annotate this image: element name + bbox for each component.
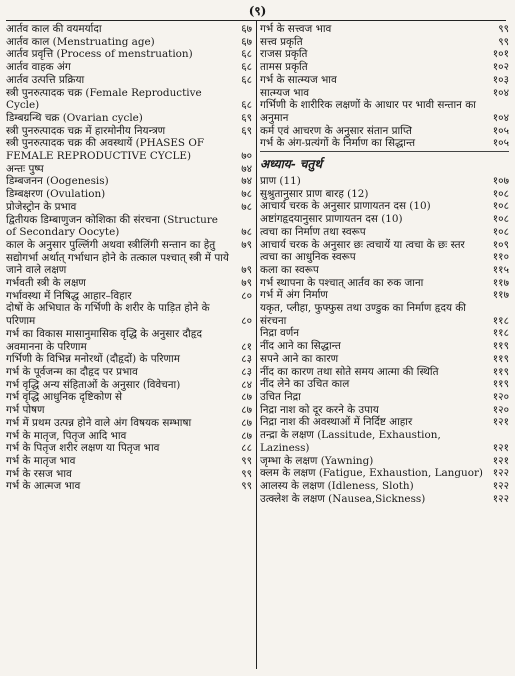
toc-entry-page: ६८: [241, 61, 252, 74]
toc-entry: [260, 125, 509, 138]
toc-entry-title: अन्तः पुष्प: [6, 162, 44, 175]
toc-entry-title: आलस्य के लक्षण (Idleness, Sloth): [260, 479, 414, 492]
toc-entry: [6, 137, 252, 162]
toc-entry: [260, 480, 509, 493]
toc-entry-title: उत्क्लेश के लक्षण (Nausea,Sickness): [260, 492, 426, 505]
toc-entry-title: सपने आने का कारण: [260, 352, 339, 365]
toc-entry: [260, 391, 509, 404]
toc-entry-page: ७४: [241, 175, 252, 188]
toc-entry: [6, 125, 252, 138]
toc-entry-title: द्वितीयक डिम्बाणुजन कोशिका की संरचना (Structure of Secondary Oocyte): [6, 213, 218, 239]
toc-entry: [6, 23, 252, 36]
toc-entry: [260, 289, 509, 302]
toc-entry-page: १०४: [492, 86, 509, 99]
toc-entry-title: आर्तव काल (Menstruating age): [6, 35, 155, 48]
toc-entry-title: आर्तव उत्पत्ति प्रक्रिया: [6, 73, 85, 86]
toc-entry-page: ७९: [241, 238, 252, 251]
toc-entry-page: १२०: [492, 403, 509, 416]
toc-entry-page: ८१: [241, 340, 252, 353]
toc-entry: [260, 200, 509, 213]
toc-entry-title: गर्भावस्था में निषिद्ध आहार–विहार: [6, 289, 132, 302]
toc-entry-title: आर्तव काल की वयमर्यादा: [6, 23, 102, 35]
toc-entry-page: ११९: [492, 340, 509, 353]
toc-entry-page: १०२: [492, 61, 509, 74]
toc-entry-title: उचित निद्रा: [260, 390, 301, 403]
toc-entry-title: त्वचा का आधुनिक स्वरूप: [260, 251, 356, 264]
toc-entry-title: गर्भ पोषण: [6, 404, 45, 417]
toc-entry-page: ९९: [498, 23, 509, 35]
toc-entry: [260, 353, 509, 366]
toc-entry: [260, 467, 509, 480]
toc-entry-page: ११०: [492, 251, 509, 264]
toc-entry-title: सत्त्व प्रकृति: [260, 35, 303, 48]
toc-entry-title: गर्भ के रसज भाव: [6, 467, 72, 480]
toc-entry-page: १०५: [492, 137, 509, 150]
toc-entry-page: ११७: [492, 289, 509, 302]
toc-entry-page: ९९: [241, 480, 252, 493]
toc-entry: [260, 23, 509, 36]
toc-entry-title: नींद आने का सिद्धान्त: [260, 340, 341, 353]
toc-entry: [260, 327, 509, 340]
toc-entry-title: जृम्भा के लक्षण (Yawning): [260, 454, 374, 467]
toc-entry-page: १०८: [492, 225, 509, 238]
toc-entry-title: सुश्रुतानुसार प्राण बारह (12): [260, 187, 369, 200]
toc-entry-page: १२२: [492, 467, 509, 480]
toc-entry: [260, 366, 509, 379]
toc-entry-title: नींद लेने का उचित काल: [260, 378, 350, 391]
toc-entry: [6, 239, 252, 252]
toc-entry-page: ११७: [492, 276, 509, 289]
toc-entry-title: राजस प्रकृति: [260, 48, 308, 61]
chapter-heading: अध्याय- चतुर्थ: [260, 157, 322, 172]
toc-right-column: [260, 23, 509, 505]
toc-entry-page: ७८: [241, 200, 252, 213]
toc-entry-page: ६७: [241, 35, 252, 48]
toc-entry-title: गर्भ वृद्धि अन्य संहिताओं के अनुसार (विवेचना): [6, 378, 181, 391]
toc-entry-page: १०५: [492, 124, 509, 137]
toc-entry-page: १०८: [492, 213, 509, 226]
toc-entry-page: १२१: [492, 416, 509, 429]
toc-entry-title: गर्भ के मातृज भाव: [6, 454, 76, 467]
toc-entry-title: डिम्बग्रन्थि चक्र (Ovarian cycle): [6, 111, 143, 124]
toc-entry: [260, 137, 509, 150]
toc-entry-page: ७४: [241, 162, 252, 175]
toc-entry: [6, 175, 252, 188]
toc-entry-title: काल के अनुसार पुल्लिंगी अथवा स्त्रीलिंगी सन्तान का हेतु: [6, 238, 216, 251]
toc-entry-page: ८७: [241, 391, 252, 404]
toc-entry-title: गर्भ के पूर्वजन्म का दौहृद पर प्रभाव: [6, 365, 138, 378]
toc-entry-title: सात्म्यज भाव: [260, 86, 310, 99]
toc-entry-title: गर्भ में अंग निर्माण: [260, 289, 328, 302]
toc-entry: [6, 468, 252, 481]
toc-entry-title: प्राण (11): [260, 175, 301, 188]
toc-entry: [6, 391, 252, 404]
toc-entry: [260, 74, 509, 87]
toc-entry-page: १२१: [492, 441, 509, 454]
toc-entry: [260, 87, 509, 100]
toc-entry-title: गर्भ के सत्त्वज भाव: [260, 23, 332, 35]
toc-entry-page: १०८: [492, 187, 509, 200]
toc-entry-title: गर्भ के पितृज शरीर लक्षण या पितृज भाव: [6, 442, 160, 455]
toc-entry: [260, 493, 509, 506]
toc-entry-title: आचार्य चरक के अनुसार छः त्वचायें या त्वचा के छः स्तर: [260, 238, 465, 251]
toc-entry: [260, 48, 509, 61]
toc-entry: [260, 175, 509, 188]
toc-entry: [260, 99, 509, 124]
toc-entry-page: ७८: [241, 226, 252, 239]
toc-entry-title: यकृत, प्लीहा, फुफ्फुस तथा उण्डुक का निर्माण हृदय की संरचना: [260, 302, 466, 327]
toc-entry: [260, 378, 509, 391]
chapter-rule: [260, 151, 509, 152]
toc-entry: [6, 87, 252, 112]
toc-entry-title: आर्तव वाहक अंग: [6, 61, 71, 74]
toc-entry: [260, 226, 509, 239]
toc-entry-title: डिम्बक्षरण (Ovulation): [6, 188, 106, 201]
toc-entry-page: ६९: [241, 111, 252, 124]
toc-entry: [6, 252, 252, 277]
toc-entry: [6, 379, 252, 392]
toc-entry-title: निद्रा नाश की अवस्थाओं में निर्दिष्ट आहार: [260, 416, 413, 429]
toc-entry: [260, 404, 509, 417]
toc-entry-title: निद्रा वर्णन: [260, 327, 300, 340]
toc-entry-page: ८३: [241, 353, 252, 366]
toc-entry-page: ११५: [492, 263, 509, 276]
toc-entry: [260, 213, 509, 226]
toc-entry-title: तन्द्रा के लक्षण (Lassitude, Exhaustion, Laziness): [260, 429, 441, 454]
toc-entry-title: कर्म एवं आचरण के अनुसार संतान प्राप्ति: [260, 124, 412, 137]
toc-entry-title: त्वचा का निर्माण तथा स्वरूप: [260, 225, 366, 238]
toc-entry: [6, 163, 252, 176]
toc-entry-page: १०३: [492, 73, 509, 86]
toc-entry: [6, 353, 252, 366]
toc-entry-title: स्त्री पुनरुत्पादक चक्र में हारमोनीय नियन्त्रण: [6, 124, 166, 137]
toc-entry-page: ८७: [241, 404, 252, 417]
toc-entry-page: ८३: [241, 365, 252, 378]
toc-entry: [260, 340, 509, 353]
toc-entry-title: गर्भवती स्त्री के लक्षण: [6, 277, 86, 290]
toc-entry-page: ७०: [241, 150, 252, 163]
toc-entry-page: १०४: [492, 111, 509, 124]
toc-entry: [260, 61, 509, 74]
toc-entry-title: गर्भिणी के शारीरिक लक्षणों के आधार पर भावी सन्तान का अनुमान: [260, 99, 476, 124]
toc-entry-page: ८०: [241, 289, 252, 302]
toc-entry-page: १०८: [492, 200, 509, 213]
toc-entry-page: ८७: [241, 416, 252, 429]
toc-entry: [260, 188, 509, 201]
toc-entry-page: ७९: [241, 277, 252, 290]
toc-entry-page: १०१: [492, 48, 509, 61]
toc-entry-page: १०७: [492, 175, 509, 188]
toc-entry-page: ८०: [241, 315, 252, 328]
toc-entry-title: नींद का कारण तथा सोते समय आत्मा की स्थिति: [260, 365, 439, 378]
toc-entry: [6, 290, 252, 303]
toc-entry-page: १२२: [492, 492, 509, 505]
toc-entry: [6, 214, 252, 239]
toc-entry: [6, 442, 252, 455]
toc-entry-page: ६९: [241, 124, 252, 137]
toc-entry-page: १२२: [492, 479, 509, 492]
page-number: (९): [248, 4, 267, 18]
toc-entry: [6, 36, 252, 49]
column-divider: [256, 21, 257, 669]
toc-entry: [6, 112, 252, 125]
toc-entry: [6, 328, 252, 353]
toc-entry-page: ११९: [492, 352, 509, 365]
toc-entry-page: ९९: [498, 35, 509, 48]
toc-entry: [260, 302, 509, 327]
toc-entry-title: निद्रा नाश को दूर करने के उपाय: [260, 403, 379, 416]
toc-entry: [260, 264, 509, 277]
toc-entry-title: दोषों के अभिघात के गर्भिणी के शरीर के पाड़ित होने के परिणाम: [6, 302, 210, 328]
toc-entry: [260, 429, 509, 454]
toc-entry: [6, 201, 252, 214]
toc-entry: [260, 277, 509, 290]
toc-entry-title: गर्भ के अंग-प्रत्यंगों के निर्माण का सिद्धान्त: [260, 137, 416, 150]
toc-entry: [6, 366, 252, 379]
toc-entry-page: ११८: [492, 314, 509, 327]
toc-entry: [6, 302, 252, 327]
toc-entry-page: १२१: [492, 454, 509, 467]
toc-entry-page: ६७: [241, 23, 252, 35]
toc-entry-page: ९९: [241, 467, 252, 480]
toc-left-column: [6, 23, 252, 493]
toc-entry-title: सद्योगर्भा अर्थात् गर्भाधान होने के तत्काल पश्चात् स्त्री में पाये जाने वाले लक्षण: [6, 251, 229, 277]
toc-entry-page: ११९: [492, 378, 509, 391]
toc-entry-title: कला का स्वरूप: [260, 263, 319, 276]
toc-entry: [6, 48, 252, 61]
toc-entry-title: गर्भ का विकास मासानुमासिक वृद्धि के अनुसार दौहृद अवमानना के परिणाम: [6, 327, 202, 353]
toc-entry-page: ६८: [241, 73, 252, 86]
toc-entry-title: गर्भ स्थापना के पश्चात् आर्तव का रुक जाना: [260, 276, 424, 289]
toc-entry-title: अष्टांगहृदयानुसार प्राणायतन दस (10): [260, 213, 403, 226]
toc-entry-title: स्त्री पुनरुत्पादक चक्र की अवस्थायें (PHASES OF FEMALE REPRODUCTIVE CYCLE): [6, 137, 205, 163]
toc-entry-title: गर्भ में प्रथम उत्पन्न होने वाले अंग विषयक सम्भाषा: [6, 416, 192, 429]
toc-entry-title: क्लम के लक्षण (Fatigue, Exhaustion, Languor): [260, 467, 483, 480]
toc-entry: [6, 61, 252, 74]
toc-entry-title: स्त्री पुनरुत्पादक चक्र (Female Reproductive Cycle): [6, 86, 202, 112]
toc-entry-page: १०९: [492, 238, 509, 251]
toc-entry: [6, 188, 252, 201]
toc-entry-page: ६८: [241, 99, 252, 112]
toc-entry: [6, 455, 252, 468]
toc-entry-title: गर्भ के आत्मज भाव: [6, 480, 81, 493]
toc-entry-page: ८७: [241, 429, 252, 442]
toc-entry-title: आचार्य चरक के अनुसार प्राणायतन दस (10): [260, 200, 431, 213]
toc-entry-title: डिम्बजनन (Oogenesis): [6, 175, 109, 188]
toc-entry: [6, 74, 252, 87]
toc-entry: [6, 404, 252, 417]
toc-entry: [6, 417, 252, 430]
toc-entry-page: ११८: [492, 327, 509, 340]
toc-entry: [260, 239, 509, 252]
toc-entry-page: ७९: [241, 264, 252, 277]
toc-entry-page: ९९: [241, 454, 252, 467]
toc-entry: [6, 430, 252, 443]
toc-entry-page: ११९: [492, 365, 509, 378]
toc-entry-page: ८४: [241, 378, 252, 391]
toc-entry-title: तामस प्रकृति: [260, 61, 308, 74]
toc-entry: [6, 277, 252, 290]
toc-entry-title: गर्भ वृद्धि आधुनिक दृष्टिकोण से: [6, 391, 123, 404]
toc-entry-title: गर्भ के मातृज, पितृज आदि भाव: [6, 429, 127, 442]
toc-entry-page: ६८: [241, 48, 252, 61]
toc-entry-page: ८८: [241, 442, 252, 455]
toc-entry-page: १२०: [492, 390, 509, 403]
toc-entry-title: गर्भिणी के विभिन्न मनोरथों (दौहृदों) के परिणाम: [6, 353, 180, 366]
toc-entry: [260, 36, 509, 49]
toc-entry-page: ७८: [241, 188, 252, 201]
toc-entry-title: गर्भ के सात्म्यज भाव: [260, 73, 337, 86]
toc-entry-title: प्रोजेस्ट्रोन के प्रभाव: [6, 200, 77, 213]
toc-entry: [260, 251, 509, 264]
toc-entry: [260, 455, 509, 468]
toc-entry: [6, 480, 252, 493]
toc-entry: [260, 416, 509, 429]
toc-entry-title: आर्तव प्रवृत्ति (Process of menstruation): [6, 48, 193, 61]
